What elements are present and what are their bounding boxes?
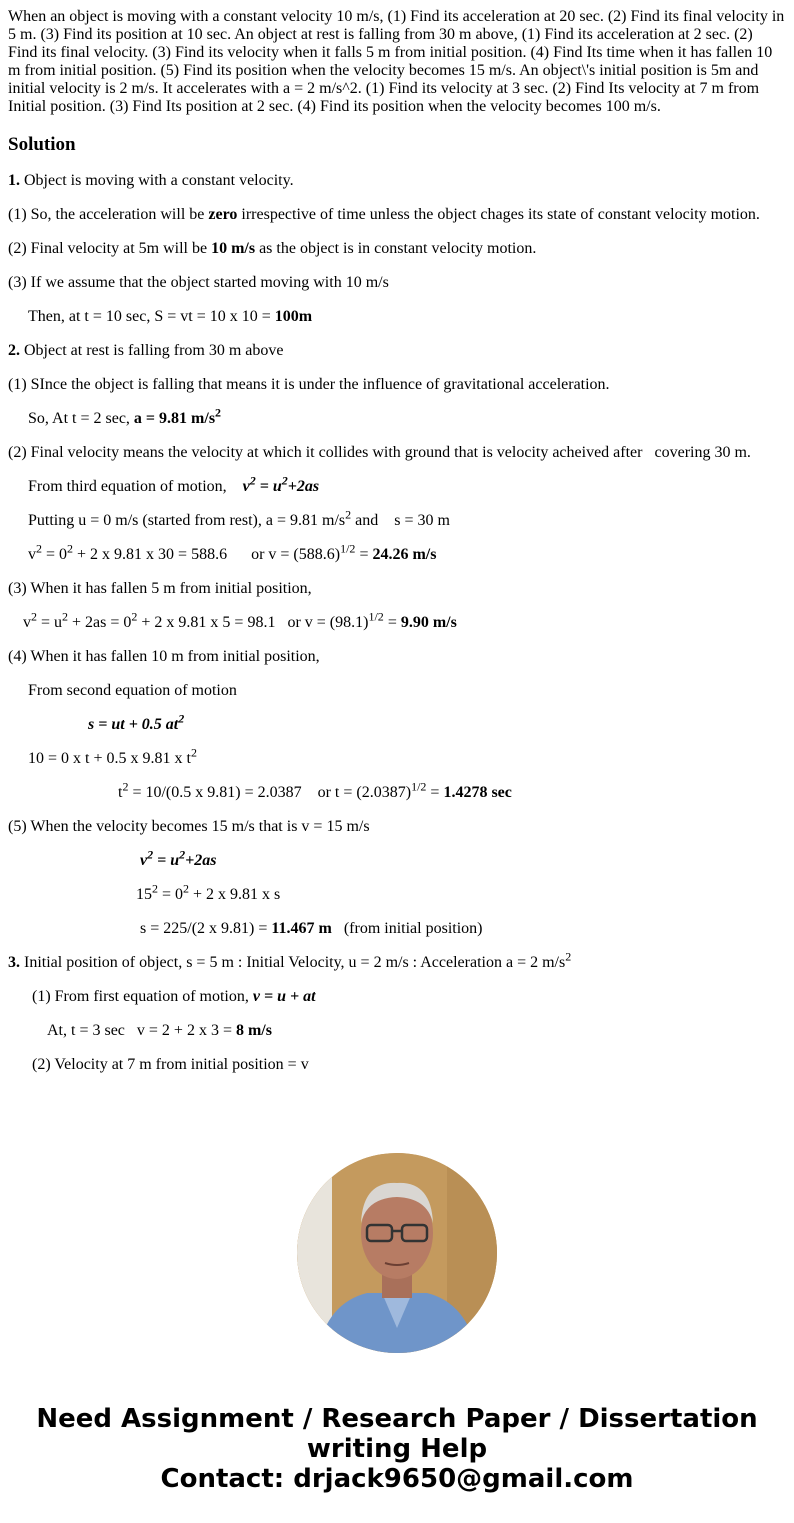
text-segment: Putting u = 0 m/s (started from rest), a = 9.81 m/s: [28, 512, 346, 529]
solution-heading: Solution: [8, 134, 76, 155]
text-segment: =: [383, 614, 401, 631]
superscript: 2: [190, 745, 197, 760]
solution-paragraph: [8, 1056, 786, 1074]
superscript: 1/2: [411, 779, 427, 794]
text-segment: + 2 x 9.81 x 5 = 98.1 or v = (98.1): [137, 614, 369, 631]
solution-paragraph: [8, 988, 786, 1006]
solution-paragraph: [8, 580, 786, 598]
text-segment: 24.26 m/s: [372, 546, 437, 563]
text-segment: (5) When the velocity becomes 15 m/s that is v = 15 m/s: [8, 818, 370, 835]
superscript: 2: [67, 541, 74, 556]
question-text: When an object is moving with a constant velocity 10 m/s, (1) Find its acceleration at 20 sec. (2) Find its final velocity in 5 m. (3) Find its position at 10 sec. An object at rest is falling from 30 m above, (1) Find its acceleration at 2 sec. (2) Find its final velocity. (3) Find its velocity when it falls 5 m from initial position. (4) Find Its time when it has fallen 10 m from initial position. (5) Find its position when the velocity becomes 15 m/s. An object\'s initial position is 5m and initial velocity is 2 m/s. It accelerates with a = 2 m/s^2. (1) Find its velocity at 3 sec. (2) Find Its velocity at 7 m from Initial position. (3) Find Its position at 2 sec. (4) Find its position when the velocity becomes 100 m/s.: [8, 8, 785, 115]
text-segment: (3) If we assume that the object started moving with 10 m/s: [8, 274, 389, 291]
text-segment: 3.: [8, 954, 20, 971]
solution-paragraph: [8, 745, 786, 768]
text-segment: Initial position of object, s = 5 m : Initial Velocity, u = 2 m/s : Acceleration a = 2 m/s: [20, 954, 566, 971]
superscript: 2: [183, 881, 190, 896]
text-segment: 1.4278 sec: [443, 784, 512, 801]
text-segment: Object at rest is falling from 30 m above: [20, 342, 284, 359]
text-segment: Then, at t = 10 sec, S = vt = 10 x 10 =: [28, 308, 275, 325]
solution-paragraph: [8, 274, 786, 292]
text-segment: 15: [136, 886, 152, 903]
text-segment: zero: [208, 206, 238, 223]
superscript: 2: [62, 609, 69, 624]
solution-paragraph: [8, 920, 786, 938]
text-segment: (2) Final velocity means the velocity at which it collides with ground that is velocity acheived after covering 30 m.: [8, 444, 751, 461]
footer-contact: Contact: drjack9650@gmail.com: [160, 1464, 634, 1494]
text-segment: +2as: [185, 852, 217, 869]
footer-line-2: writing Help: [306, 1434, 488, 1464]
solution-paragraph: [8, 881, 786, 904]
superscript: 2: [152, 881, 158, 896]
superscript: 2: [345, 507, 352, 522]
solution-paragraph: [8, 1022, 786, 1040]
text-segment: =: [426, 784, 444, 801]
text-segment: = 0: [42, 546, 68, 563]
superscript: 1/2: [368, 609, 384, 624]
superscript: 2: [565, 949, 572, 964]
solution-paragraph: [8, 818, 786, 836]
solution-paragraph: [8, 240, 786, 258]
text-segment: s = ut + 0.5 at: [88, 716, 179, 733]
superscript: 1/2: [340, 541, 356, 556]
text-segment: 8 m/s: [235, 1022, 272, 1039]
text-segment: 10 = 0 x t + 0.5 x 9.81 x t: [28, 750, 191, 767]
solution-paragraph: [8, 405, 786, 428]
solution-paragraph: [8, 648, 786, 666]
footer-ad: [0, 1404, 794, 1494]
text-segment: = u: [153, 852, 180, 869]
text-segment: So, At t = 2 sec,: [28, 410, 134, 427]
text-segment: and s = 30 m: [351, 512, 450, 529]
superscript: 2: [179, 847, 186, 862]
text-segment: From second equation of motion: [28, 682, 237, 699]
text-segment: s = 225/(2 x 9.81) =: [140, 920, 272, 937]
solution-paragraph: [8, 308, 786, 326]
solution-paragraph: [8, 206, 786, 224]
text-segment: v: [140, 852, 148, 869]
text-segment: v: [23, 614, 31, 631]
text-segment: 2.: [8, 342, 20, 359]
text-segment: (1) SInce the object is falling that means it is under the influence of gravitational acceleration.: [8, 376, 610, 393]
superscript: 2: [31, 609, 37, 624]
solution-paragraph: [8, 507, 786, 530]
solution-paragraph: [8, 711, 786, 734]
solution-paragraph: [8, 172, 786, 190]
solution-paragraph: [8, 444, 786, 462]
text-segment: = u: [255, 478, 282, 495]
text-segment: (1) From first equation of motion,: [32, 988, 253, 1005]
text-segment: 11.467 m: [271, 920, 332, 937]
solution-paragraph: [8, 376, 786, 394]
superscript: 2: [178, 711, 185, 726]
author-photo: [297, 1153, 497, 1353]
text-segment: From third equation of motion,: [28, 478, 243, 495]
superscript: 2: [215, 405, 222, 420]
text-segment: Object is moving with a constant velocity.: [20, 172, 294, 189]
solution-paragraph: [8, 779, 786, 802]
text-segment: (4) When it has fallen 10 m from initial position,: [8, 648, 320, 665]
text-segment: =: [355, 546, 373, 563]
text-segment: 1.: [8, 172, 20, 189]
solution-body: [8, 172, 786, 1074]
text-segment: = u: [37, 614, 63, 631]
text-segment: 10 m/s: [211, 240, 256, 257]
superscript: 2: [147, 847, 154, 862]
text-segment: = 10/(0.5 x 9.81) = 2.0387 or t = (2.0387): [128, 784, 412, 801]
text-segment: (from initial position): [331, 920, 483, 937]
superscript: 2: [122, 779, 129, 794]
text-segment: (1) So, the acceleration will be: [8, 206, 209, 223]
text-segment: + 2 x 9.81 x s: [189, 886, 281, 903]
text-segment: (3) When it has fallen 5 m from initial position,: [8, 580, 312, 597]
solution-paragraph: [8, 949, 786, 972]
superscript: 2: [249, 473, 256, 488]
solution-paragraph: [8, 847, 786, 870]
superscript: 2: [36, 541, 42, 556]
text-segment: + 2 x 9.81 x 30 = 588.6 or v = (588.6): [73, 546, 341, 563]
text-segment: + 2as = 0: [68, 614, 132, 631]
solution-paragraph: [8, 609, 786, 632]
person-portrait-icon: [297, 1153, 497, 1353]
text-segment: v: [242, 478, 250, 495]
text-segment: v: [28, 546, 36, 563]
superscript: 2: [281, 473, 288, 488]
superscript: 2: [131, 609, 138, 624]
text-segment: 100m: [274, 308, 313, 325]
text-segment: as the object is in constant velocity motion.: [255, 240, 537, 257]
text-segment: irrespective of time unless the object chages its state of constant velocity motion.: [237, 206, 760, 223]
text-segment: t: [118, 784, 123, 801]
text-segment: 9.90 m/s: [400, 614, 457, 631]
solution-document: [8, 0, 786, 1122]
text-segment: (2) Velocity at 7 m from initial position = v: [32, 1056, 309, 1073]
text-segment: = 0: [158, 886, 184, 903]
text-segment: (2) Final velocity at 5m will be: [8, 240, 212, 257]
footer-line-1: Need Assignment / Research Paper / Dissertation: [36, 1404, 758, 1434]
text-segment: At, t = 3 sec v = 2 + 2 x 3 =: [47, 1022, 236, 1039]
solution-paragraph: [8, 541, 786, 564]
solution-paragraph: [8, 473, 786, 496]
solution-paragraph: [8, 342, 786, 360]
text-segment: v = u + at: [252, 988, 316, 1005]
solution-paragraph: [8, 682, 786, 700]
text-segment: +2as: [287, 478, 320, 495]
text-segment: a = 9.81 m/s: [133, 410, 216, 427]
